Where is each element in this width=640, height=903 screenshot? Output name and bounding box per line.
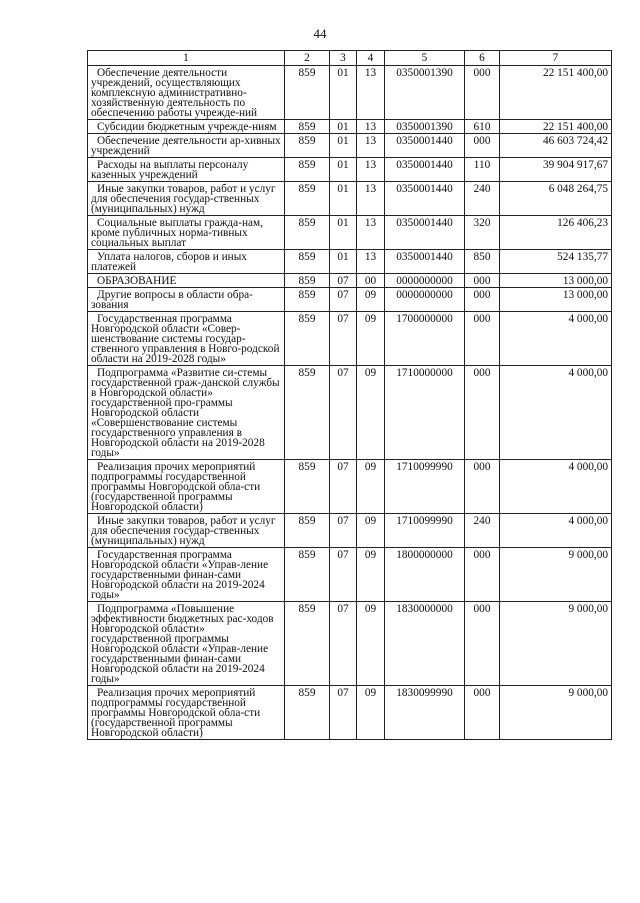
code-ministry-cell: 859: [285, 158, 330, 182]
amount-cell: 13 000,00: [500, 274, 612, 288]
code-expense-type-cell: 000: [465, 134, 500, 158]
row-name-cell: Расходы на выплаты персоналу казенных учреждений: [88, 158, 285, 182]
code-subsection-cell: 00: [357, 274, 385, 288]
code-ministry-cell: 859: [285, 460, 330, 514]
column-header: 5: [385, 51, 465, 66]
column-header: 4: [357, 51, 385, 66]
code-subsection-cell: 13: [357, 120, 385, 134]
amount-cell: 126 406,23: [500, 216, 612, 250]
code-ministry-cell: 859: [285, 602, 330, 686]
row-name-cell: Обеспечение деятельности учреждений, осуществляющих комплексную административно-хозяйственную деятельность по обеспечению работы учрежде-ний: [88, 66, 285, 120]
table-header-row: [88, 51, 612, 66]
code-section-cell: 07: [330, 312, 357, 366]
code-target-cell: 0350001440: [385, 158, 465, 182]
code-target-cell: 1700000000: [385, 312, 465, 366]
code-section-cell: 07: [330, 460, 357, 514]
amount-cell: 9 000,00: [500, 548, 612, 602]
code-ministry-cell: 859: [285, 288, 330, 312]
amount-cell: 39 904 917,67: [500, 158, 612, 182]
amount-cell: 9 000,00: [500, 602, 612, 686]
row-name-cell: Государственная программа Новгородской области «Управ-ление государственными финан-сами Новгородской области на 2019-2024 годы»: [88, 548, 285, 602]
code-ministry-cell: 859: [285, 312, 330, 366]
code-ministry-cell: 859: [285, 366, 330, 460]
page-number: 44: [313, 26, 327, 41]
code-ministry-cell: 859: [285, 250, 330, 274]
column-header: 7: [500, 51, 612, 66]
row-name-cell: Иные закупки товаров, работ и услуг для обеспечения государ-ственных (муниципальных) нужд: [88, 514, 285, 548]
column-header: 1: [88, 51, 285, 66]
code-expense-type-cell: 000: [465, 66, 500, 120]
code-target-cell: 0350001440: [385, 134, 465, 158]
code-section-cell: 07: [330, 602, 357, 686]
row-name-cell: Обеспечение деятельности ар-хивных учреждений: [88, 134, 285, 158]
code-expense-type-cell: 850: [465, 250, 500, 274]
code-subsection-cell: 09: [357, 514, 385, 548]
amount-cell: 22 151 400,00: [500, 120, 612, 134]
code-expense-type-cell: 320: [465, 216, 500, 250]
table-row: [88, 366, 612, 460]
row-name-cell: Подпрограмма «Развитие си-стемы государственной граж-данской службы в Новгородской области» государственной про-граммы Новгородской области «Совершенствование системы государственного управления в Новгородской области на 2019-2028 годы»: [88, 366, 285, 460]
code-ministry-cell: 859: [285, 182, 330, 216]
code-subsection-cell: 13: [357, 182, 385, 216]
column-header: 3: [330, 51, 357, 66]
code-subsection-cell: 13: [357, 134, 385, 158]
amount-cell: 13 000,00: [500, 288, 612, 312]
code-expense-type-cell: 000: [465, 312, 500, 366]
code-target-cell: 0350001390: [385, 120, 465, 134]
table-row: [88, 182, 612, 216]
table-row: [88, 460, 612, 514]
code-section-cell: 07: [330, 274, 357, 288]
code-target-cell: 1800000000: [385, 548, 465, 602]
code-ministry-cell: 859: [285, 686, 330, 740]
code-target-cell: 0350001390: [385, 66, 465, 120]
code-section-cell: 01: [330, 66, 357, 120]
code-target-cell: 0000000000: [385, 288, 465, 312]
code-expense-type-cell: 110: [465, 158, 500, 182]
code-target-cell: 1830000000: [385, 602, 465, 686]
amount-cell: 4 000,00: [500, 366, 612, 460]
code-expense-type-cell: 240: [465, 514, 500, 548]
table-row: [88, 274, 612, 288]
code-subsection-cell: 13: [357, 250, 385, 274]
code-section-cell: 07: [330, 514, 357, 548]
code-ministry-cell: 859: [285, 274, 330, 288]
column-header: 2: [285, 51, 330, 66]
code-subsection-cell: 13: [357, 158, 385, 182]
code-expense-type-cell: 000: [465, 548, 500, 602]
table-row: [88, 250, 612, 274]
code-section-cell: 01: [330, 120, 357, 134]
code-section-cell: 07: [330, 288, 357, 312]
code-target-cell: 1710099990: [385, 460, 465, 514]
row-name-cell: Реализация прочих мероприятий подпрограммы государственной программы Новгородской обла-сти (государственной программы Новгородской области): [88, 460, 285, 514]
amount-cell: 6 048 264,75: [500, 182, 612, 216]
column-header: 6: [465, 51, 500, 66]
code-ministry-cell: 859: [285, 120, 330, 134]
code-ministry-cell: 859: [285, 548, 330, 602]
table-row: [88, 66, 612, 120]
amount-cell: 4 000,00: [500, 514, 612, 548]
code-target-cell: 0350001440: [385, 182, 465, 216]
amount-cell: 46 603 724,42: [500, 134, 612, 158]
code-subsection-cell: 13: [357, 216, 385, 250]
amount-cell: 9 000,00: [500, 686, 612, 740]
row-name-cell: Другие вопросы в области обра-зования: [88, 288, 285, 312]
table-row: [88, 312, 612, 366]
code-expense-type-cell: 000: [465, 460, 500, 514]
amount-cell: 22 151 400,00: [500, 66, 612, 120]
code-section-cell: 01: [330, 250, 357, 274]
code-ministry-cell: 859: [285, 216, 330, 250]
code-section-cell: 07: [330, 686, 357, 740]
code-section-cell: 01: [330, 158, 357, 182]
code-target-cell: 0350001440: [385, 216, 465, 250]
row-name-cell: ОБРАЗОВАНИЕ: [88, 274, 285, 288]
row-name-cell: Субсидии бюджетным учрежде-ниям: [88, 120, 285, 134]
amount-cell: 4 000,00: [500, 460, 612, 514]
table-row: [88, 602, 612, 686]
table-row: [88, 120, 612, 134]
code-expense-type-cell: 240: [465, 182, 500, 216]
code-subsection-cell: 09: [357, 460, 385, 514]
code-expense-type-cell: 000: [465, 602, 500, 686]
code-target-cell: 0000000000: [385, 274, 465, 288]
code-target-cell: 0350001440: [385, 250, 465, 274]
code-subsection-cell: 09: [357, 548, 385, 602]
code-ministry-cell: 859: [285, 66, 330, 120]
table-row: [88, 134, 612, 158]
row-name-cell: Подпрограмма «Повышение эффективности бюджетных рас-ходов Новгородской области» государственной программы Новгородской области «Управ-ление государственными финан-сами Новгородской области на 2019-2024 годы»: [88, 602, 285, 686]
code-expense-type-cell: 610: [465, 120, 500, 134]
row-name-cell: Государственная программа Новгородской области «Совер-шенствование системы государ-ственного управления в Новго-родской области на 2019-2028 годы»: [88, 312, 285, 366]
code-ministry-cell: 859: [285, 134, 330, 158]
code-ministry-cell: 859: [285, 514, 330, 548]
budget-table: [87, 50, 612, 740]
code-subsection-cell: 13: [357, 66, 385, 120]
code-expense-type-cell: 000: [465, 288, 500, 312]
code-expense-type-cell: 000: [465, 366, 500, 460]
table-row: [88, 288, 612, 312]
code-subsection-cell: 09: [357, 366, 385, 460]
code-section-cell: 01: [330, 182, 357, 216]
table-row: [88, 158, 612, 182]
code-target-cell: 1830099990: [385, 686, 465, 740]
table-row: [88, 548, 612, 602]
code-section-cell: 01: [330, 216, 357, 250]
code-subsection-cell: 09: [357, 602, 385, 686]
code-section-cell: 07: [330, 548, 357, 602]
code-target-cell: 1710099990: [385, 514, 465, 548]
row-name-cell: Реализация прочих мероприятий подпрограммы государственной программы Новгородской обла-сти (государственной программы Новгородской области): [88, 686, 285, 740]
table-row: [88, 216, 612, 250]
code-expense-type-cell: 000: [465, 274, 500, 288]
code-subsection-cell: 09: [357, 686, 385, 740]
row-name-cell: Иные закупки товаров, работ и услуг для обеспечения государ-ственных (муниципальных) нужд: [88, 182, 285, 216]
code-target-cell: 1710000000: [385, 366, 465, 460]
amount-cell: 4 000,00: [500, 312, 612, 366]
amount-cell: 524 135,77: [500, 250, 612, 274]
row-name-cell: Уплата налогов, сборов и иных платежей: [88, 250, 285, 274]
code-section-cell: 01: [330, 134, 357, 158]
code-subsection-cell: 09: [357, 312, 385, 366]
row-name-cell: Социальные выплаты гражда-нам, кроме публичных норма-тивных социальных выплат: [88, 216, 285, 250]
code-expense-type-cell: 000: [465, 686, 500, 740]
table-row: [88, 514, 612, 548]
code-subsection-cell: 09: [357, 288, 385, 312]
table-row: [88, 686, 612, 740]
code-section-cell: 07: [330, 366, 357, 460]
